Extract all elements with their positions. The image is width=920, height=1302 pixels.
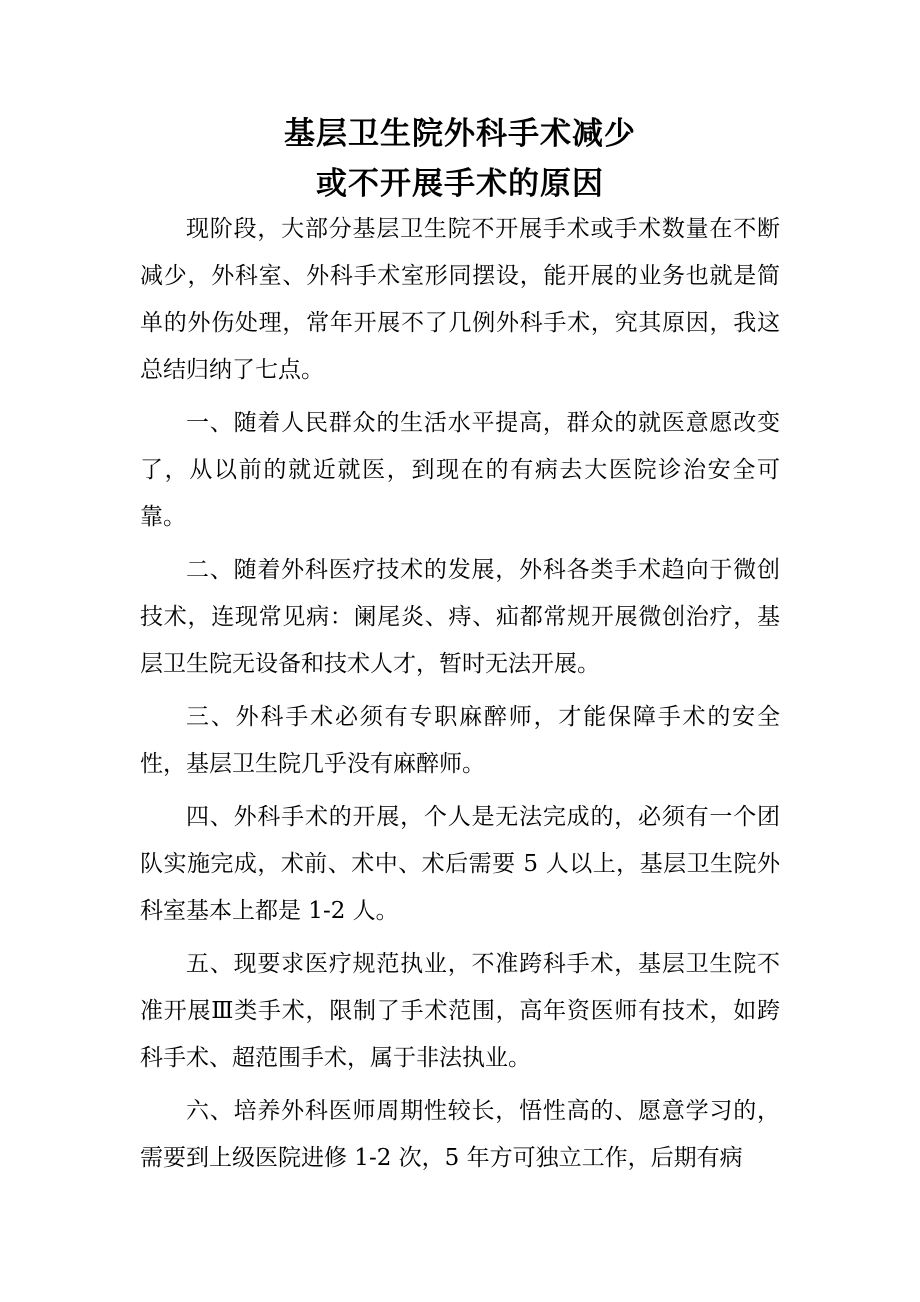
paragraph-reason-4: 四、外科手术的开展，个人是无法完成的，必须有一个团队实施完成，术前、术中、术后需要 5 人以上，基层卫生院外科室基本上都是 1-2 人。 <box>140 804 780 924</box>
document-title-line-2: 或不开展手术的原因 <box>316 166 604 202</box>
document-body <box>140 206 780 1182</box>
paragraph-reason-3: 三、外科手术必须有专职麻醉师，才能保障手术的安全性，基层卫生院几乎没有麻醉师。 <box>140 704 780 777</box>
paragraph-reason-2: 二、随着外科医疗技术的发展，外科各类手术趋向于微创技术，连现常见病：阑尾炎、痔、疝都常规开展微创治疗，基层卫生院无设备和技术人才，暂时无法开展。 <box>140 557 780 677</box>
paragraph-reason-5: 五、现要求医疗规范执业，不准跨科手术，基层卫生院不准开展Ⅲ类手术，限制了手术范围，高年资医师有技术，如跨科手术、超范围手术，属于非法执业。 <box>140 951 780 1071</box>
paragraph-reason-6: 六、培养外科医师周期性较长，悟性高的、愿意学习的，需要到上级医院进修 1-2 次，5 年方可独立工作，后期有病 <box>140 1098 780 1171</box>
document-title-line-1: 基层卫生院外科手术减少 <box>284 116 636 152</box>
paragraph-intro: 现阶段，大部分基层卫生院不开展手术或手术数量在不断减少，外科室、外科手术室形同摆设，能开展的业务也就是简单的外伤处理，常年开展不了几例外科手术，究其原因，我这总结归纳了七点。 <box>140 216 780 383</box>
paragraph-reason-1: 一、随着人民群众的生活水平提高，群众的就医意愿改变了，从以前的就近就医，到现在的有病去大医院诊治安全可靠。 <box>140 410 780 530</box>
